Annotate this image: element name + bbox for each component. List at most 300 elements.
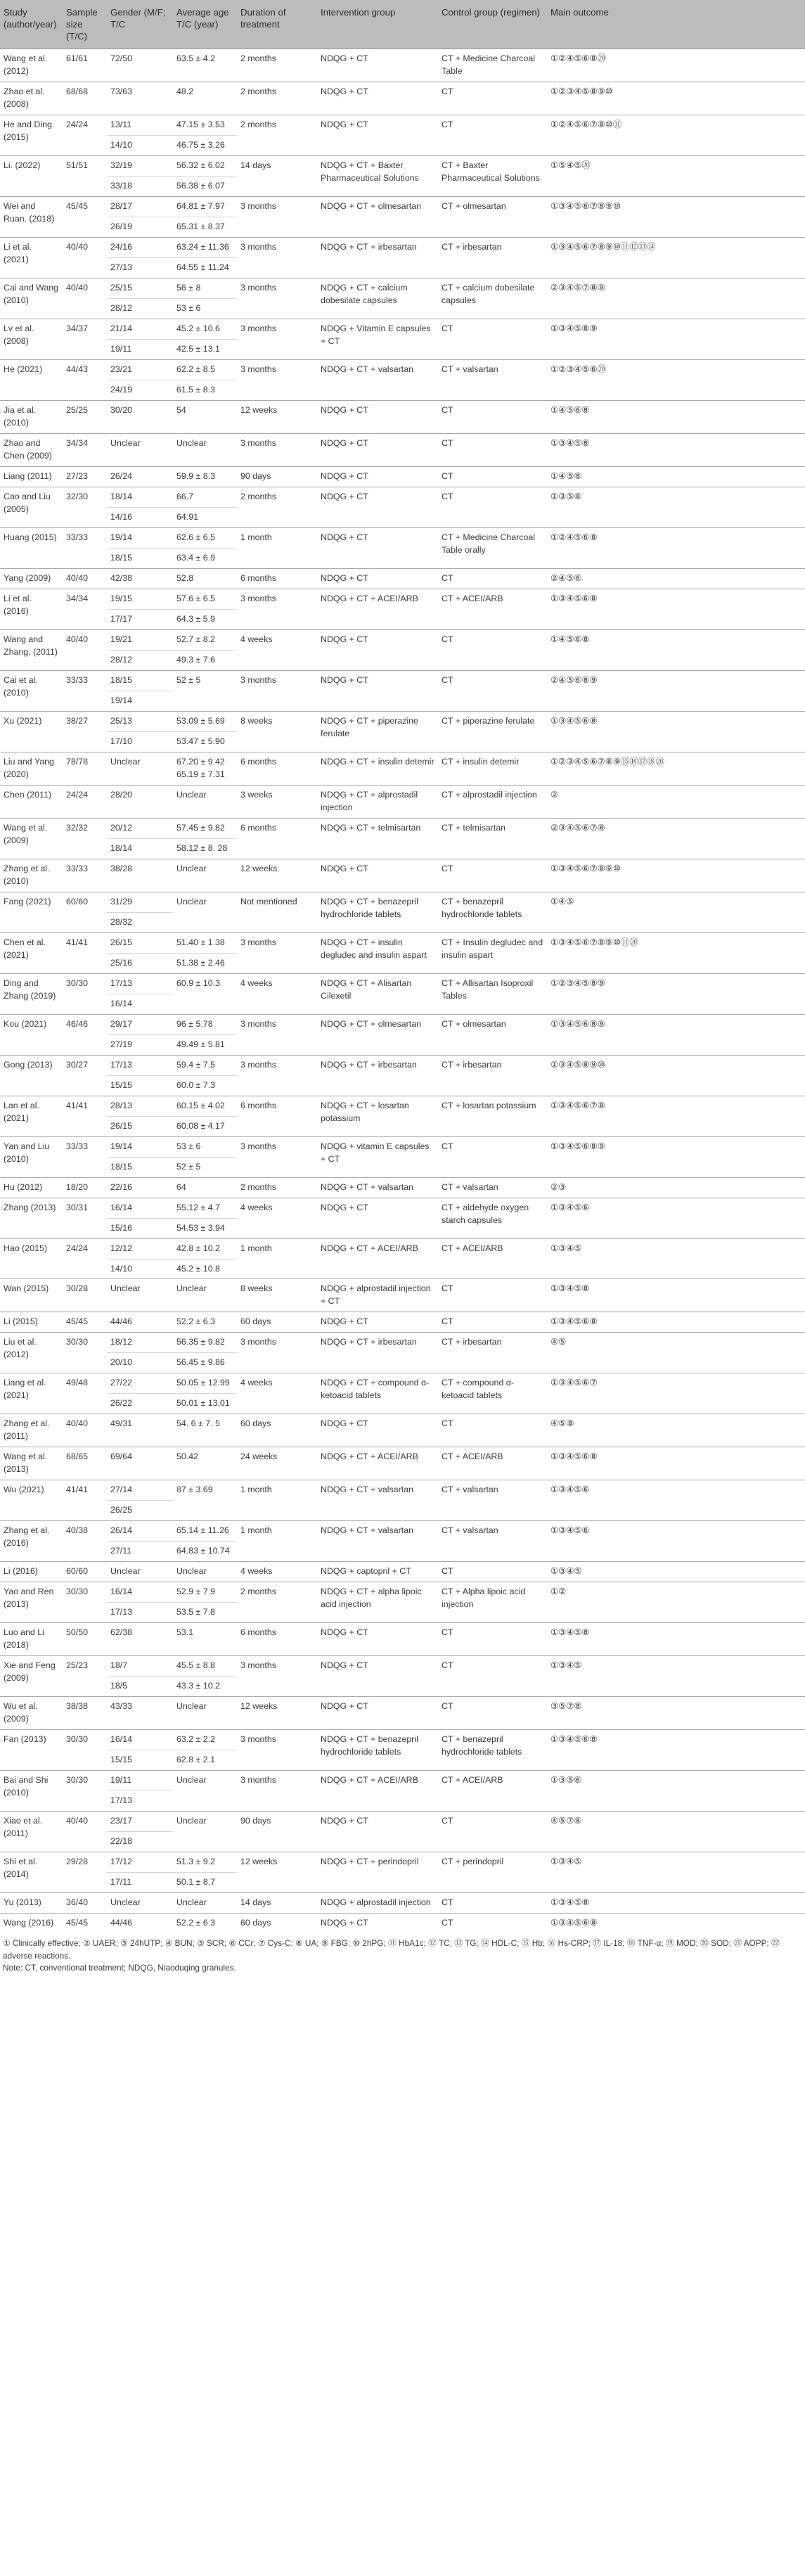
age-cell: Unclear	[173, 434, 237, 467]
control-cell: CT	[438, 1279, 547, 1312]
table-row	[0, 82, 805, 115]
table-row	[0, 933, 805, 953]
duration-cell: 14 days	[237, 156, 317, 197]
outcome-cell: ①③④⑤⑥⑧⑨	[547, 1014, 805, 1055]
table-row	[0, 711, 805, 731]
age-cell: 45.2 ± 10.8	[173, 1259, 237, 1279]
gender-cell: 15/15	[107, 1075, 173, 1096]
gender-cell: 19/14	[107, 691, 173, 711]
table-row	[0, 1892, 805, 1913]
intervention-cell: NDQG + CT	[317, 569, 438, 589]
gender-cell: 28/12	[107, 299, 173, 319]
age-cell: 87 ± 3.69	[173, 1480, 237, 1501]
age-cell: 54	[173, 401, 237, 434]
gender-cell: 17/11	[107, 1873, 173, 1893]
sample-size-cell: 68/68	[63, 82, 107, 115]
gender-cell: 62/38	[107, 1623, 173, 1656]
gender-cell: 25/16	[107, 953, 173, 973]
age-cell: 60.9 ± 10.3	[173, 973, 237, 994]
gender-cell: Unclear	[107, 434, 173, 467]
age-cell: 62.6 ± 6.5	[173, 528, 237, 549]
table-row	[0, 892, 805, 912]
table-row	[0, 360, 805, 380]
sample-size-cell: 36/40	[63, 1892, 107, 1913]
gender-cell: 44/46	[107, 1312, 173, 1333]
control-cell: CT	[438, 569, 547, 589]
age-cell: 65.31 ± 8.37	[173, 217, 237, 238]
gender-cell: 19/11	[107, 1771, 173, 1791]
duration-cell: 4 weeks	[237, 1198, 317, 1238]
age-cell: 50.42	[173, 1447, 237, 1480]
age-cell: 50.05 ± 12.99	[173, 1373, 237, 1394]
table-row	[0, 670, 805, 691]
gender-cell: Unclear	[107, 752, 173, 785]
sample-size-cell: 25/25	[63, 401, 107, 434]
intervention-cell: NDQG + CT + perindopril	[317, 1852, 438, 1893]
age-cell: 53 ± 6	[173, 1136, 237, 1157]
outcome-cell: ④⑤⑧	[547, 1414, 805, 1447]
sample-size-cell: 29/28	[63, 1852, 107, 1893]
duration-cell: 2 months	[237, 115, 317, 156]
duration-cell: 90 days	[237, 467, 317, 487]
control-cell: CT + insulin detemir	[438, 752, 547, 785]
duration-cell: 60 days	[237, 1414, 317, 1447]
control-cell: CT + Insulin degludec and insulin aspart	[438, 933, 547, 973]
study-cell: Wang (2016)	[0, 1913, 63, 1933]
table-row	[0, 1697, 805, 1730]
duration-cell: 2 months	[237, 487, 317, 528]
sample-size-cell: 34/34	[63, 434, 107, 467]
intervention-cell: NDQG + CT	[317, 467, 438, 487]
sample-size-cell: 24/24	[63, 1238, 107, 1279]
control-cell: CT + Medicine Charcoal Table orally	[438, 528, 547, 569]
table-row	[0, 589, 805, 610]
gender-cell: 17/13	[107, 1791, 173, 1812]
gender-cell: 25/15	[107, 278, 173, 299]
age-cell: 53 ± 6	[173, 299, 237, 319]
sample-size-cell: 44/43	[63, 360, 107, 401]
control-cell: CT + irbesartan	[438, 1055, 547, 1096]
intervention-cell: NDQG + CT	[317, 434, 438, 467]
gender-cell: 26/14	[107, 1521, 173, 1542]
study-cell: Cao and Liu (2005)	[0, 487, 63, 528]
gender-cell: 22/16	[107, 1177, 173, 1198]
age-cell: 63.24 ± 11.36	[173, 238, 237, 258]
duration-cell: 4 weeks	[237, 1562, 317, 1582]
age-cell: 45.5 ± 8.8	[173, 1656, 237, 1677]
age-cell: Unclear	[173, 892, 237, 912]
intervention-cell: NDQG + CT + piperazine ferulate	[317, 711, 438, 752]
sample-size-cell: 50/50	[63, 1623, 107, 1656]
study-cell: Wang et al. (2013)	[0, 1447, 63, 1480]
age-cell: 57.6 ± 6.5	[173, 589, 237, 610]
gender-cell: 72/50	[107, 49, 173, 82]
gender-cell: 12/12	[107, 1238, 173, 1259]
control-cell: CT + valsartan	[438, 360, 547, 401]
duration-cell: 3 months	[237, 1771, 317, 1812]
outcome-cell: ②④⑤⑥⑧⑨	[547, 670, 805, 711]
age-cell: Unclear	[173, 1697, 237, 1730]
duration-cell: 90 days	[237, 1812, 317, 1852]
gender-cell: 38/28	[107, 859, 173, 892]
study-cell: Ding and Zhang (2019)	[0, 973, 63, 1014]
table-row	[0, 818, 805, 838]
gender-cell: 26/22	[107, 1394, 173, 1414]
abbreviation-note: Note: CT, conventional treatment; NDQG, Niaoduqing granules.	[3, 1963, 236, 1973]
study-cell: He and Ding. (2015)	[0, 115, 63, 156]
outcome-cell: ①②③④⑤⑧⑨⑩	[547, 82, 805, 115]
age-cell: 49.3 ± 7.6	[173, 650, 237, 670]
intervention-cell: NDQG + CT	[317, 487, 438, 528]
study-cell: Cai and Wang (2010)	[0, 278, 63, 319]
duration-cell: 6 months	[237, 1096, 317, 1136]
outcome-cell: ①④⑤⑥⑧	[547, 630, 805, 671]
control-cell: CT + Medicine Charcoal Table	[438, 49, 547, 82]
age-cell: 52.2 ± 6.3	[173, 1913, 237, 1933]
age-cell: 52.9 ± 7.9	[173, 1582, 237, 1603]
intervention-cell: NDQG + alprostadil injection + CT	[317, 1279, 438, 1312]
gender-cell: 18/5	[107, 1677, 173, 1697]
outcome-cell: ①③④⑤⑧⑨	[547, 319, 805, 360]
duration-cell: 1 month	[237, 1238, 317, 1279]
sample-size-cell: 30/27	[63, 1055, 107, 1096]
study-cell: Wu (2021)	[0, 1480, 63, 1521]
age-cell: 57.45 ± 9.82	[173, 818, 237, 838]
gender-cell: 27/19	[107, 1034, 173, 1055]
control-cell: CT	[438, 401, 547, 434]
study-cell: Zhang et al. (2010)	[0, 859, 63, 892]
intervention-cell: NDQG + CT + valsartan	[317, 360, 438, 401]
duration-cell: 1 month	[237, 1521, 317, 1562]
gender-cell: Unclear	[107, 1279, 173, 1312]
age-cell: 64.55 ± 11.24	[173, 258, 237, 278]
age-cell: 60.0 ± 7.3	[173, 1075, 237, 1096]
outcome-cell: ①④⑤	[547, 892, 805, 933]
header-duration: Duration of treatment	[237, 0, 317, 49]
outcome-cell: ①③④⑤⑧	[547, 1892, 805, 1913]
intervention-cell: NDQG + CT	[317, 1623, 438, 1656]
gender-cell: 19/14	[107, 1136, 173, 1157]
gender-cell: 28/17	[107, 197, 173, 217]
header-main-outcome: Main outcome	[547, 0, 805, 49]
sample-size-cell: 33/33	[63, 528, 107, 569]
age-cell: 50.1 ± 8.7	[173, 1873, 237, 1893]
duration-cell: 3 months	[237, 670, 317, 711]
outcome-cell: ①③④⑤⑥	[547, 1480, 805, 1521]
header-average-age: Average age T/C (year)	[173, 0, 237, 49]
intervention-cell: NDQG + CT + ACEI/ARB	[317, 589, 438, 630]
control-cell: CT	[438, 319, 547, 360]
age-cell	[173, 912, 237, 933]
sample-size-cell: 30/30	[63, 1730, 107, 1771]
duration-cell: 3 months	[237, 1333, 317, 1373]
gender-cell: 17/13	[107, 1603, 173, 1623]
intervention-cell: NDQG + CT	[317, 115, 438, 156]
age-cell: 56.32 ± 6.02	[173, 156, 237, 177]
duration-cell: 1 month	[237, 1480, 317, 1521]
duration-cell: 3 months	[237, 197, 317, 238]
duration-cell: 2 months	[237, 1582, 317, 1623]
duration-cell: 6 months	[237, 752, 317, 785]
intervention-cell: NDQG + CT + ACEI/ARB	[317, 1771, 438, 1812]
study-cell: Wu et al. (2009)	[0, 1697, 63, 1730]
gender-cell: 18/15	[107, 1157, 173, 1177]
control-cell: CT + telmisartan	[438, 818, 547, 859]
intervention-cell: NDQG + CT	[317, 82, 438, 115]
gender-cell: 23/17	[107, 1812, 173, 1832]
control-cell: CT	[438, 487, 547, 528]
control-cell: CT + losartan potassium	[438, 1096, 547, 1136]
duration-cell: 3 months	[237, 933, 317, 973]
study-cell: Xu (2021)	[0, 711, 63, 752]
table-row	[0, 319, 805, 340]
study-cell: Chen (2011)	[0, 785, 63, 818]
age-cell: 49.49 ± 5.81	[173, 1034, 237, 1055]
study-cell: Bai and Shi (2010)	[0, 1771, 63, 1812]
outcome-cell: ②③④⑤⑦⑧⑨	[547, 278, 805, 319]
gender-cell: 18/12	[107, 1333, 173, 1353]
age-cell: 48.2	[173, 82, 237, 115]
outcome-cell: ①②④⑤⑥⑧	[547, 528, 805, 569]
sample-size-cell: 45/45	[63, 1312, 107, 1333]
sample-size-cell: 40/40	[63, 278, 107, 319]
intervention-cell: NDQG + CT	[317, 1414, 438, 1447]
outcome-legend-footnote: ① Clinically effective; ② UAER; ③ 24hUTP; ④ BUN; ⑤ SCR; ⑥ CCr; ⑦ Cys-C; ⑧ UA; ⑨ FBG; ⑩ 2hPG; ⑪ HbA1c; ⑫ TC; ⑬ TG; ⑭ HDL-C; ⑮ Hb; ⑯ Hs-CRP; ⑰ IL-18; ⑱ TNF-α; ⑲ MOD; ⑳ SOD; ㉑ AOPP; ㉒ adverse reactions.	[3, 1937, 780, 1961]
gender-cell: 44/46	[107, 1913, 173, 1933]
gender-cell: 26/24	[107, 467, 173, 487]
control-cell: CT + valsartan	[438, 1177, 547, 1198]
age-cell: 56.38 ± 6.07	[173, 177, 237, 197]
age-cell: 62.8 ± 2.1	[173, 1750, 237, 1771]
duration-cell: 8 weeks	[237, 1279, 317, 1312]
table-row	[0, 1771, 805, 1791]
duration-cell: 1 month	[237, 528, 317, 569]
control-cell: CT	[438, 1656, 547, 1697]
gender-cell: 16/14	[107, 1730, 173, 1750]
table-row	[0, 785, 805, 818]
study-cell: Liang et al. (2021)	[0, 1373, 63, 1414]
header-study: Study (author/year)	[0, 0, 63, 49]
study-cell: Jia et al. (2010)	[0, 401, 63, 434]
table-row	[0, 1913, 805, 1933]
control-cell: CT	[438, 1913, 547, 1933]
gender-cell: 20/12	[107, 818, 173, 838]
duration-cell: 6 months	[237, 569, 317, 589]
table-row	[0, 467, 805, 487]
control-cell: CT + calcium dobesilate capsules	[438, 278, 547, 319]
duration-cell: 6 months	[237, 818, 317, 859]
age-cell: Unclear	[173, 1562, 237, 1582]
outcome-cell: ①③④⑤	[547, 1656, 805, 1697]
sample-size-cell: 40/40	[63, 238, 107, 278]
outcome-cell: ①③④⑤	[547, 1238, 805, 1279]
duration-cell: 3 months	[237, 1136, 317, 1177]
age-cell: 60.08 ± 4.17	[173, 1116, 237, 1136]
sample-size-cell: 30/30	[63, 1582, 107, 1623]
sample-size-cell: 46/46	[63, 1014, 107, 1055]
gender-cell: 73/63	[107, 82, 173, 115]
outcome-cell: ②	[547, 785, 805, 818]
gender-cell: 28/20	[107, 785, 173, 818]
age-cell: 64.3 ± 5.9	[173, 610, 237, 630]
study-cell: Yan and Liu (2010)	[0, 1136, 63, 1177]
table-row	[0, 1623, 805, 1656]
control-cell: CT	[438, 434, 547, 467]
sample-size-cell: 32/30	[63, 487, 107, 528]
duration-cell: 3 months	[237, 1014, 317, 1055]
sample-size-cell: 27/23	[63, 467, 107, 487]
age-cell: 59.4 ± 7.5	[173, 1055, 237, 1075]
outcome-cell: ④⑤	[547, 1333, 805, 1373]
sample-size-cell: 49/48	[63, 1373, 107, 1414]
study-cell: Hao (2015)	[0, 1238, 63, 1279]
intervention-cell: NDQG + CT	[317, 670, 438, 711]
study-cell: Fang (2021)	[0, 892, 63, 933]
study-cell: Yao and Ren (2013)	[0, 1582, 63, 1623]
gender-cell: 29/17	[107, 1014, 173, 1034]
intervention-cell: NDQG + CT + ACEI/ARB	[317, 1238, 438, 1279]
age-cell: 43.3 ± 10.2	[173, 1677, 237, 1697]
age-cell: 51.40 ± 1.38	[173, 933, 237, 953]
age-cell: 52.2 ± 6.3	[173, 1312, 237, 1333]
duration-cell: 12 weeks	[237, 1697, 317, 1730]
duration-cell: 3 months	[237, 238, 317, 278]
control-cell: CT	[438, 1623, 547, 1656]
table-row	[0, 1656, 805, 1677]
duration-cell: Not mentioned	[237, 892, 317, 933]
gender-cell: 28/32	[107, 912, 173, 933]
outcome-cell: ①③④⑤	[547, 1562, 805, 1582]
gender-cell: 16/14	[107, 994, 173, 1014]
age-cell: 51.38 ± 2.46	[173, 953, 237, 973]
outcome-cell: ①③④⑤⑥⑦⑧⑨⑩	[547, 859, 805, 892]
outcome-cell: ①②	[547, 1582, 805, 1623]
gender-cell: 18/15	[107, 670, 173, 691]
table-row	[0, 1562, 805, 1582]
sample-size-cell: 25/23	[63, 1656, 107, 1697]
intervention-cell: NDQG + CT + ACEI/ARB	[317, 1447, 438, 1480]
intervention-cell: NDQG + CT + irbesartan	[317, 1333, 438, 1373]
table-row	[0, 197, 805, 217]
intervention-cell: NDQG + CT + valsartan	[317, 1480, 438, 1521]
table-row	[0, 156, 805, 177]
duration-cell: 8 weeks	[237, 711, 317, 752]
sample-size-cell: 40/40	[63, 569, 107, 589]
outcome-cell: ①③④⑤⑥⑧	[547, 1447, 805, 1480]
age-cell: 52.8	[173, 569, 237, 589]
duration-cell: 3 months	[237, 1730, 317, 1771]
gender-cell: 30/20	[107, 401, 173, 434]
table-row	[0, 1312, 805, 1333]
intervention-cell: NDQG + CT	[317, 1812, 438, 1852]
intervention-cell: NDQG + CT + Baxter Pharmaceutical Solutions	[317, 156, 438, 197]
control-cell: CT + alprostadil injection	[438, 785, 547, 818]
study-cell: Chen et al. (2021)	[0, 933, 63, 973]
gender-cell: 26/15	[107, 933, 173, 953]
control-cell: CT	[438, 115, 547, 156]
outcome-cell: ①⑤④⑤⑳	[547, 156, 805, 197]
duration-cell: 6 months	[237, 1623, 317, 1656]
age-cell: 53.47 ± 5.90	[173, 731, 237, 752]
age-cell: 52.7 ± 8.2	[173, 630, 237, 651]
gender-cell: 31/29	[107, 892, 173, 912]
duration-cell: 14 days	[237, 1892, 317, 1913]
outcome-cell: ①③④⑤⑧⑨⑩	[547, 1055, 805, 1096]
sample-size-cell: 40/40	[63, 630, 107, 671]
gender-cell: 24/16	[107, 238, 173, 258]
duration-cell: 4 weeks	[237, 630, 317, 671]
sample-size-cell: 30/30	[63, 973, 107, 1014]
study-cell: Gong (2013)	[0, 1055, 63, 1096]
age-cell: 53.5 ± 7.8	[173, 1603, 237, 1623]
gender-cell: 49/31	[107, 1414, 173, 1447]
table-row	[0, 752, 805, 785]
table-row	[0, 1480, 805, 1501]
table-row	[0, 528, 805, 549]
outcome-cell: ②④⑤⑥	[547, 569, 805, 589]
gender-cell: 17/10	[107, 731, 173, 752]
sample-size-cell: 41/41	[63, 933, 107, 973]
gender-cell: 42/38	[107, 569, 173, 589]
gender-cell: 14/10	[107, 1259, 173, 1279]
outcome-cell: ①③④⑤⑥⑧	[547, 711, 805, 752]
duration-cell: 3 weeks	[237, 785, 317, 818]
outcome-cell: ①②④⑤⑥⑧⑳	[547, 49, 805, 82]
table-row	[0, 1177, 805, 1198]
gender-cell: 17/13	[107, 1055, 173, 1075]
study-cell: Li (2016)	[0, 1562, 63, 1582]
control-cell: CT + ACEI/ARB	[438, 1238, 547, 1279]
age-cell: 63.2 ± 2.2	[173, 1730, 237, 1750]
table-row	[0, 1414, 805, 1447]
gender-cell: 25/13	[107, 711, 173, 731]
control-cell: CT	[438, 630, 547, 671]
gender-cell: 17/13	[107, 973, 173, 994]
table-row	[0, 1373, 805, 1394]
control-cell: CT	[438, 1812, 547, 1852]
intervention-cell: NDQG + vitamin E capsules + CT	[317, 1136, 438, 1177]
gender-cell: 18/14	[107, 487, 173, 508]
intervention-cell: NDQG + CT + benazepril hydrochloride tablets	[317, 892, 438, 933]
study-cell: Yu (2013)	[0, 1892, 63, 1913]
intervention-cell: NDQG + CT + olmesartan	[317, 1014, 438, 1055]
outcome-cell: ①③④⑤⑧	[547, 1279, 805, 1312]
intervention-cell: NDQG + CT + valsartan	[317, 1177, 438, 1198]
header-intervention: Intervention group	[317, 0, 438, 49]
table-row	[0, 1238, 805, 1259]
sample-size-cell: 34/37	[63, 319, 107, 360]
control-cell: CT	[438, 82, 547, 115]
age-cell: 63.5 ± 4.2	[173, 49, 237, 82]
intervention-cell: NDQG + CT	[317, 1198, 438, 1238]
duration-cell: 3 months	[237, 360, 317, 401]
study-cell: Wang and Zhang, (2011)	[0, 630, 63, 671]
sample-size-cell: 30/30	[63, 1333, 107, 1373]
gender-cell: 20/10	[107, 1353, 173, 1373]
header-gender: Gender (M/F; T/C	[107, 0, 173, 49]
gender-cell: 16/14	[107, 1582, 173, 1603]
outcome-cell: ①②④⑤⑥⑦⑧⑩⑪	[547, 115, 805, 156]
age-cell: 64.81 ± 7.97	[173, 197, 237, 217]
sample-size-cell: 61/61	[63, 49, 107, 82]
study-cell: Cai et al. (2010)	[0, 670, 63, 711]
study-cell: Huang (2015)	[0, 528, 63, 569]
age-cell: 56.45 ± 9.86	[173, 1353, 237, 1373]
duration-cell: 3 months	[237, 434, 317, 467]
intervention-cell: NDQG + captopril + CT	[317, 1562, 438, 1582]
study-cell: Wang et al. (2012)	[0, 49, 63, 82]
gender-cell: 18/14	[107, 838, 173, 859]
